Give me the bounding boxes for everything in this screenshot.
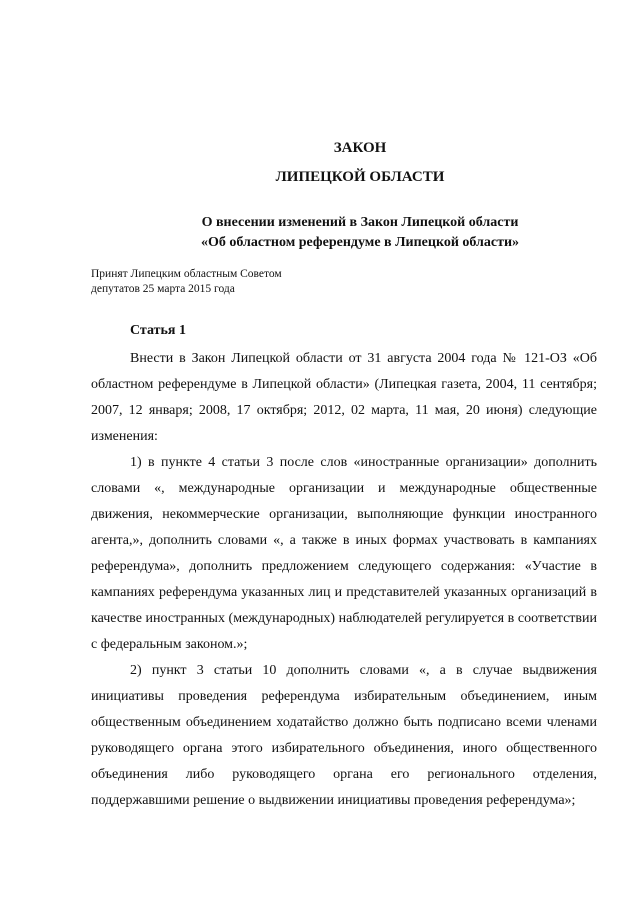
- law-region: ЛИПЕЦКОЙ ОБЛАСТИ: [275, 169, 445, 185]
- law-subtitle-line1: О внесении изменений в Закон Липецкой области: [201, 215, 519, 230]
- amendment-item-1: 1) в пункте 4 статьи 3 после слов «иностранные организации» дополнить словами «, международные организации и международные общественные движения, некоммерческие организации, выполняющие функции иностранного агента,», дополнить словами «, а также в иных формах участвовать в кампаниях референдума», дополнить предложением следующего содержания: «Участие в кампаниях референдума указанных лиц и представителей указанных организаций в качестве иностранных (международных) наблюдателей регулируется в соответствии с федеральным законом.»;: [91, 455, 597, 652]
- adoption-note-line2: депутатов 25 марта 2015 года: [91, 283, 235, 295]
- article-heading: Статья 1: [130, 323, 186, 338]
- adoption-note: [91, 267, 391, 297]
- amendment-item-2: 2) пункт 3 статьи 10 дополнить словами «, а в случае выдвижения инициативы проведения референдума избирательным объединением, иным общественным объединением ходатайство должно быть подписано всеми членами руководящего органа этого избирательного объединения, иного общественного объединения либо руководящего органа его регионального отделения, поддержавшими решение о выдвижении инициативы проведения референдума»;: [91, 663, 597, 808]
- law-title: ЗАКОН: [333, 140, 387, 156]
- law-subtitle-line2: «Об областном референдуме в Липецкой области»: [200, 235, 520, 250]
- adoption-note-line1: Принят Липецким областным Советом: [91, 268, 282, 280]
- article-intro-paragraph: Внести в Закон Липецкой области от 31 августа 2004 года № 121-ОЗ «Об областном референдуме в Липецкой области» (Липецкая газета, 2004, 11 сентября; 2007, 12 января; 2008, 17 октября; 2012, 02 марта, 11 мая, 20 июня) следующие изменения:: [91, 351, 597, 444]
- article-body: [91, 346, 597, 814]
